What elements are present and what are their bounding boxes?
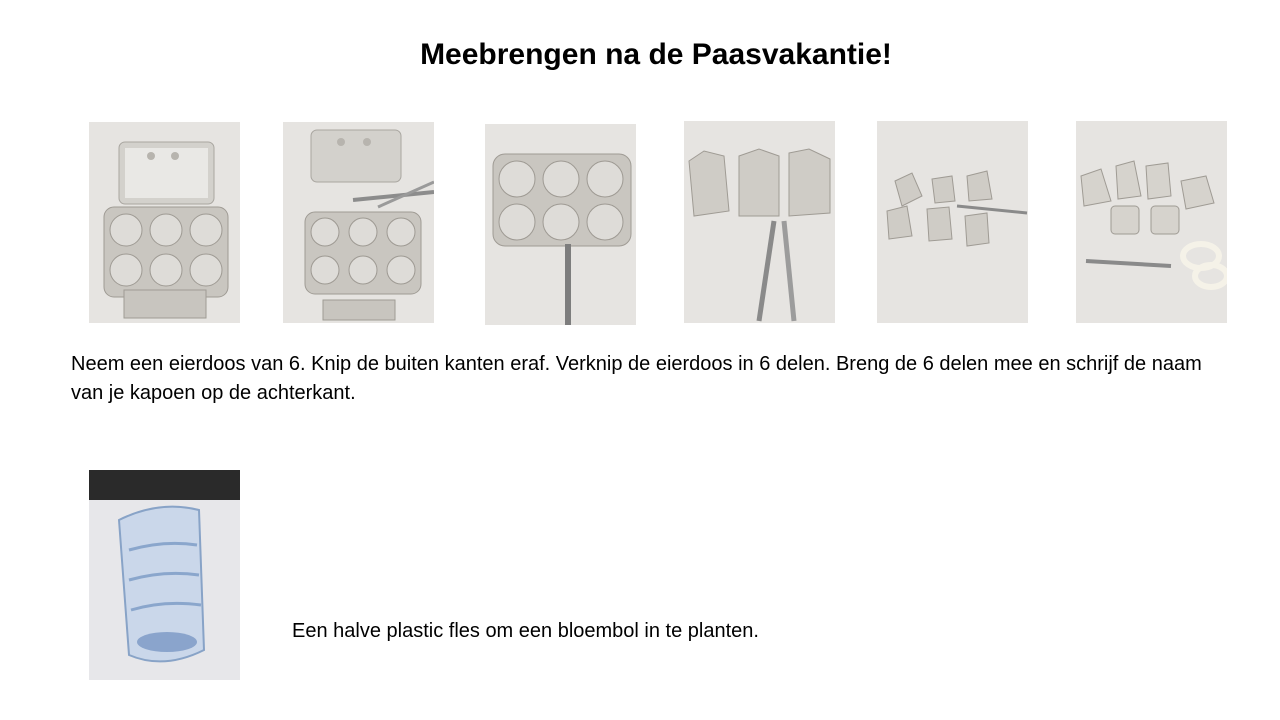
half-plastic-bottle-photo — [89, 470, 240, 680]
six-egg-cups-scissors-photo — [1076, 121, 1227, 323]
egg-carton-with-scissors-photo — [283, 122, 434, 323]
egg-carton-instructions: Neem een eierdoos van 6. Knip de buiten kanten eraf. Verknip de eierdoos in 6 delen. Breng de 6 delen mee en schrijf de naam van je kapoen op de achterkant. — [71, 353, 1202, 404]
egg-cups-scattered-photo — [877, 121, 1028, 323]
egg-carton-cut-photo — [485, 124, 636, 325]
bottle-caption: Een halve plastic fles om een bloembol in te planten. — [292, 620, 759, 642]
slide-title: Meebrengen na de Paasvakantie! — [420, 38, 892, 71]
egg-cups-row-photo — [684, 121, 835, 323]
egg-carton-open-photo — [89, 122, 240, 323]
